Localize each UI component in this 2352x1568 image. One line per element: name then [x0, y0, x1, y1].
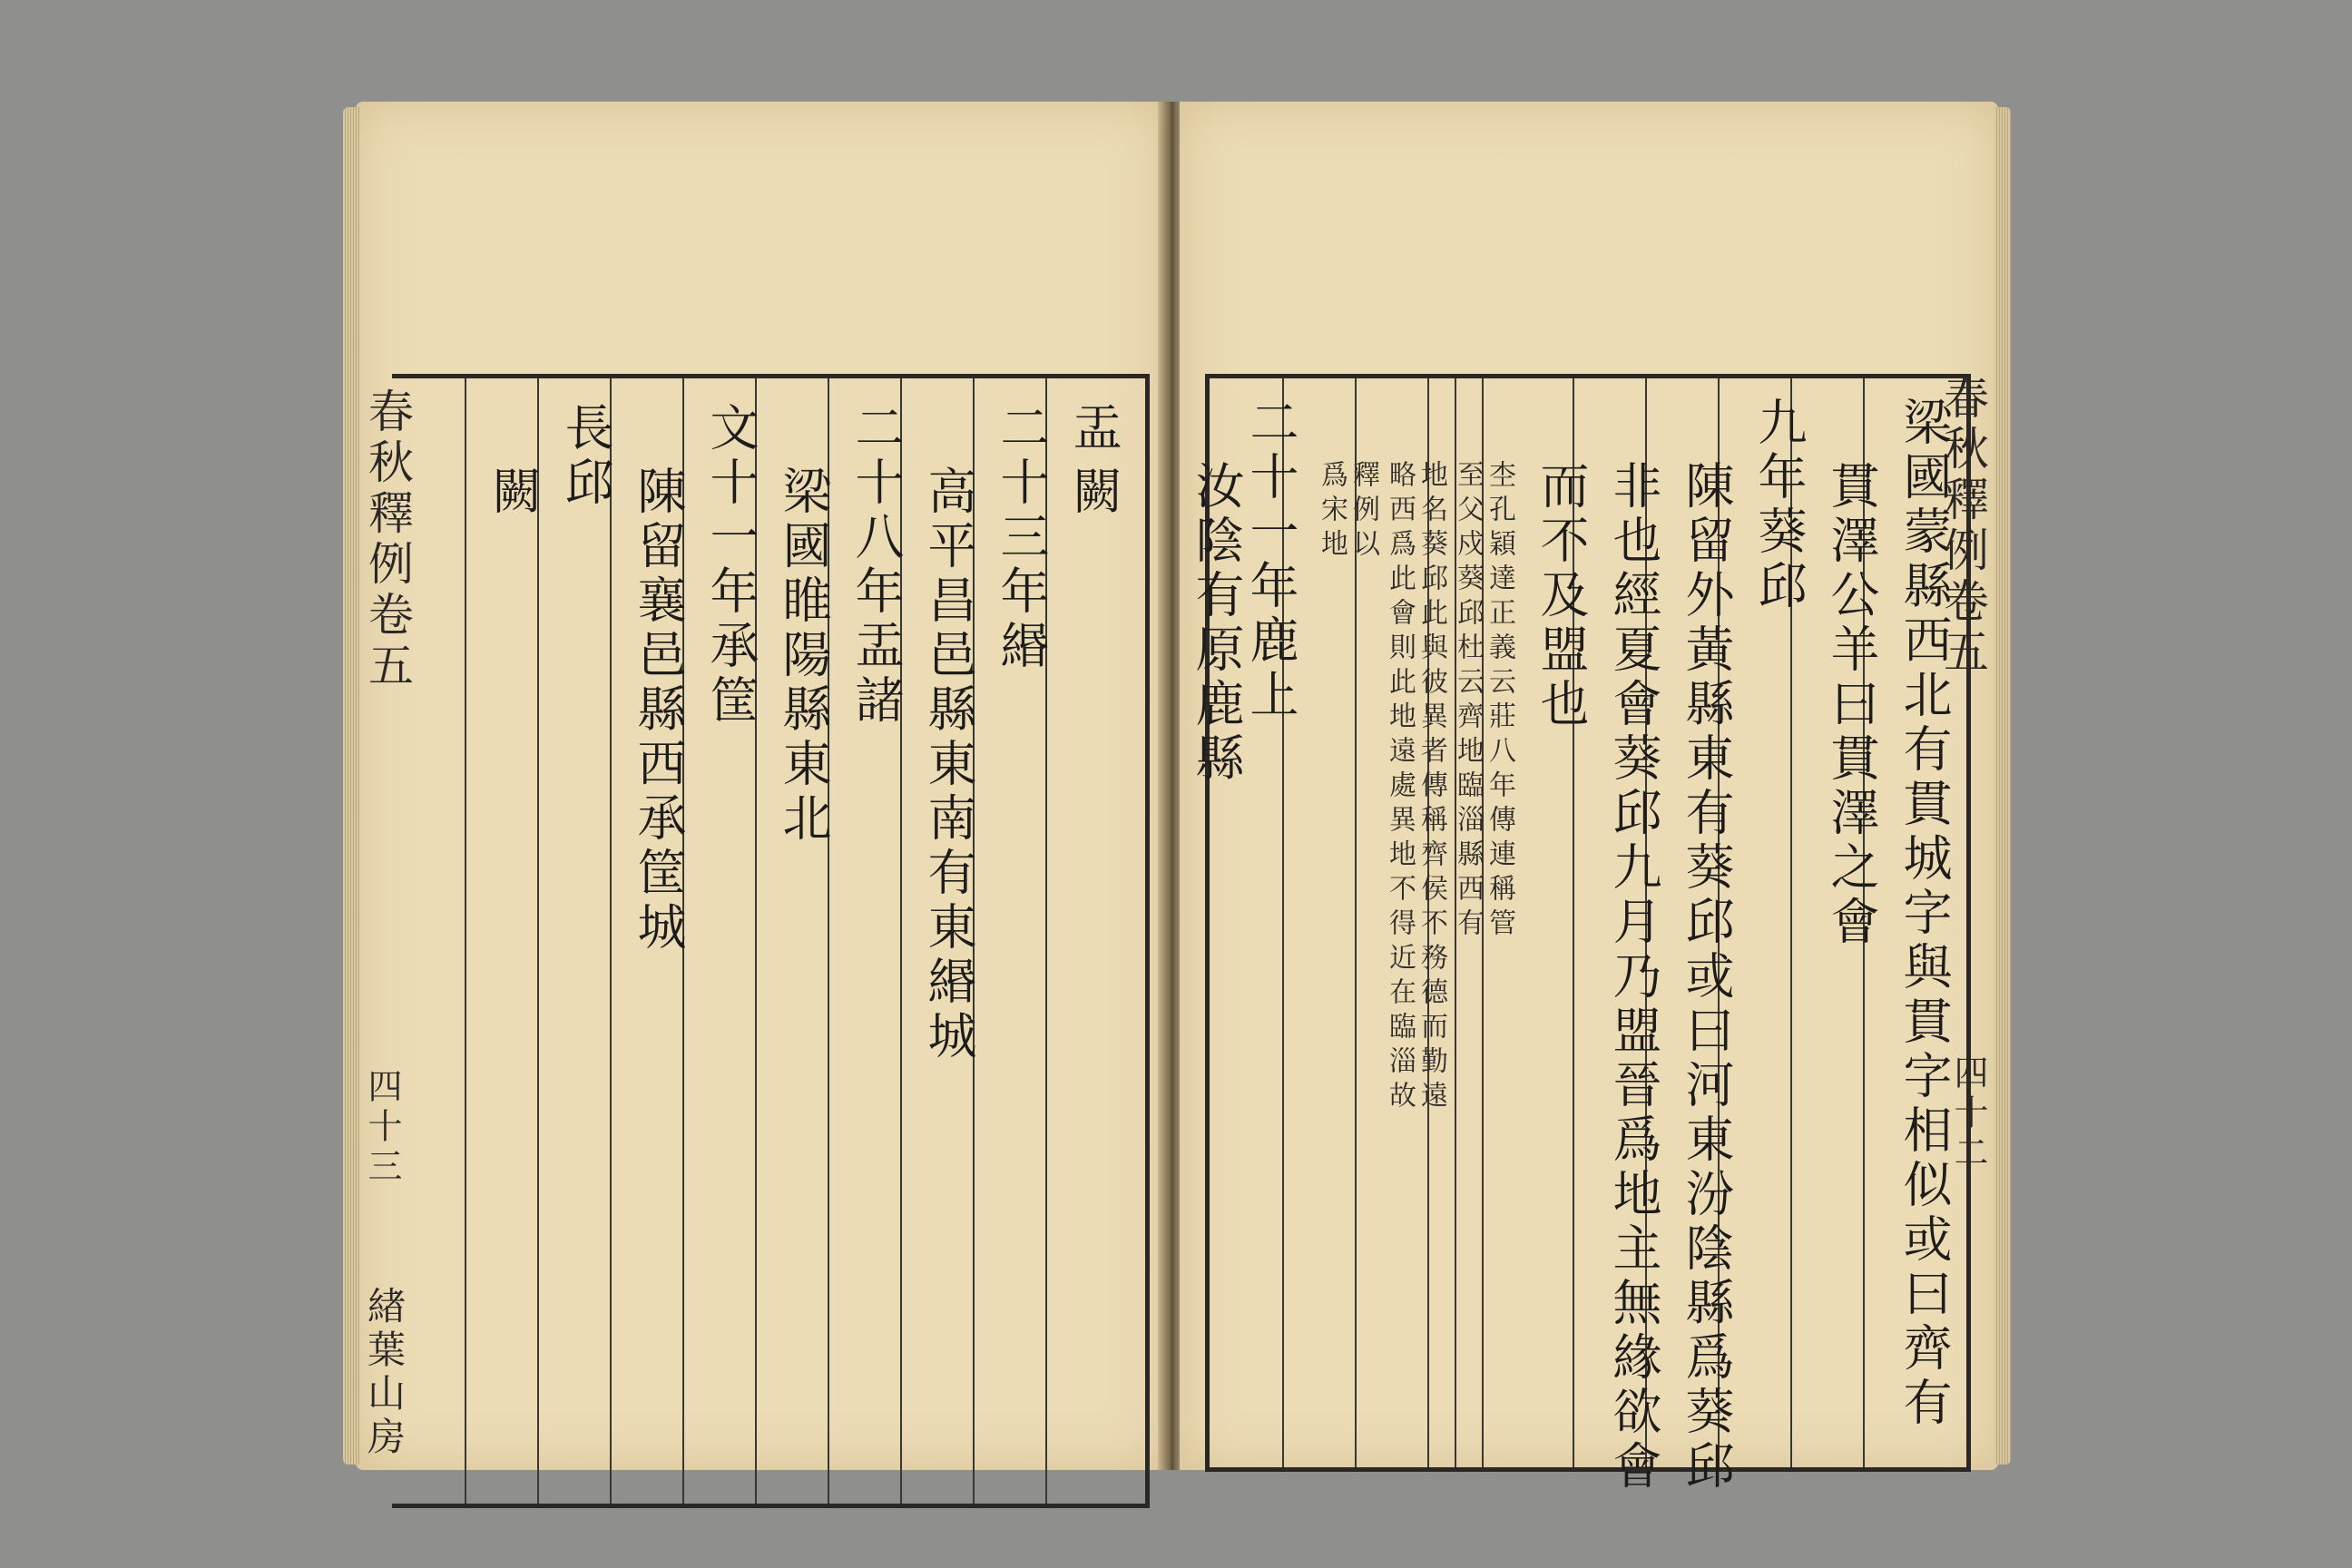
left-page — [356, 102, 1165, 1470]
column-rule — [610, 378, 612, 1504]
text-column: 長邱 — [557, 402, 614, 511]
margin-page-number: 四十三 — [362, 1068, 402, 1188]
text-column: 闕 — [485, 466, 542, 520]
margin-publisher: 緖葉山房 — [362, 1286, 407, 1460]
text-column: 貫澤公羊曰貫澤之會 — [1823, 460, 1880, 950]
text-column: 二十八年盂諸 — [848, 402, 905, 729]
margin-page-number: 四十二 — [1948, 1054, 1988, 1174]
text-column: 陳留外黃縣東有葵邱或曰河東汾陰縣爲葵邱 — [1678, 460, 1735, 1494]
text-column: 陳留襄邑縣西承筐城 — [630, 466, 687, 956]
text-column: 而不及盟也 — [1533, 460, 1590, 732]
text-column: 文十一年承筐 — [702, 402, 760, 729]
text-column: 汝陰有原鹿縣 — [1188, 460, 1245, 787]
right-text-frame — [1188, 374, 1971, 1494]
text-column: 非也經夏會葵邱九月乃盟晉爲地主無緣欲會 — [1605, 460, 1662, 1494]
text-column: 梁國睢陽縣東北 — [775, 466, 832, 847]
text-column: 高平昌邑縣東南有東緡城 — [920, 466, 977, 1064]
column-rule — [537, 378, 539, 1504]
page-edge-right — [1994, 107, 2011, 1465]
text-column: 二十一年鹿上 — [1242, 397, 1299, 723]
open-book — [356, 102, 1998, 1494]
column-rule — [465, 378, 466, 1504]
commentary-line: 杢孔穎達正義云莊八年傳連稱管 — [1484, 460, 1515, 943]
text-column: 梁國蒙縣西北有貫城字與貫字相似或曰齊有 — [1896, 397, 1953, 1431]
text-column: 闕 — [1065, 466, 1122, 520]
commentary-line: 地名葵邱此與彼異者傳稱齊侯不務德而勤遠 — [1416, 460, 1447, 1115]
right-page — [1180, 102, 1998, 1494]
text-column: 二十三年緡 — [993, 402, 1050, 674]
commentary-line: 釋例以 — [1348, 460, 1379, 564]
commentary-line: 爲宋地 — [1316, 460, 1348, 564]
header-glyph: 盂 — [1065, 402, 1122, 456]
margin-title: 春秋釋例卷五 — [1936, 374, 1989, 679]
left-text-frame — [361, 374, 1150, 1508]
page-edge-left — [343, 107, 359, 1465]
margin-title: 春秋釋例卷五 — [361, 387, 414, 692]
commentary-line: 至父戍葵邱杜云齊地臨淄縣西有 — [1452, 460, 1484, 943]
text-column: 九年葵邱 — [1750, 397, 1808, 614]
commentary-line: 略西爲此會則此地遠處異地不得近在臨淄故 — [1384, 460, 1416, 1115]
